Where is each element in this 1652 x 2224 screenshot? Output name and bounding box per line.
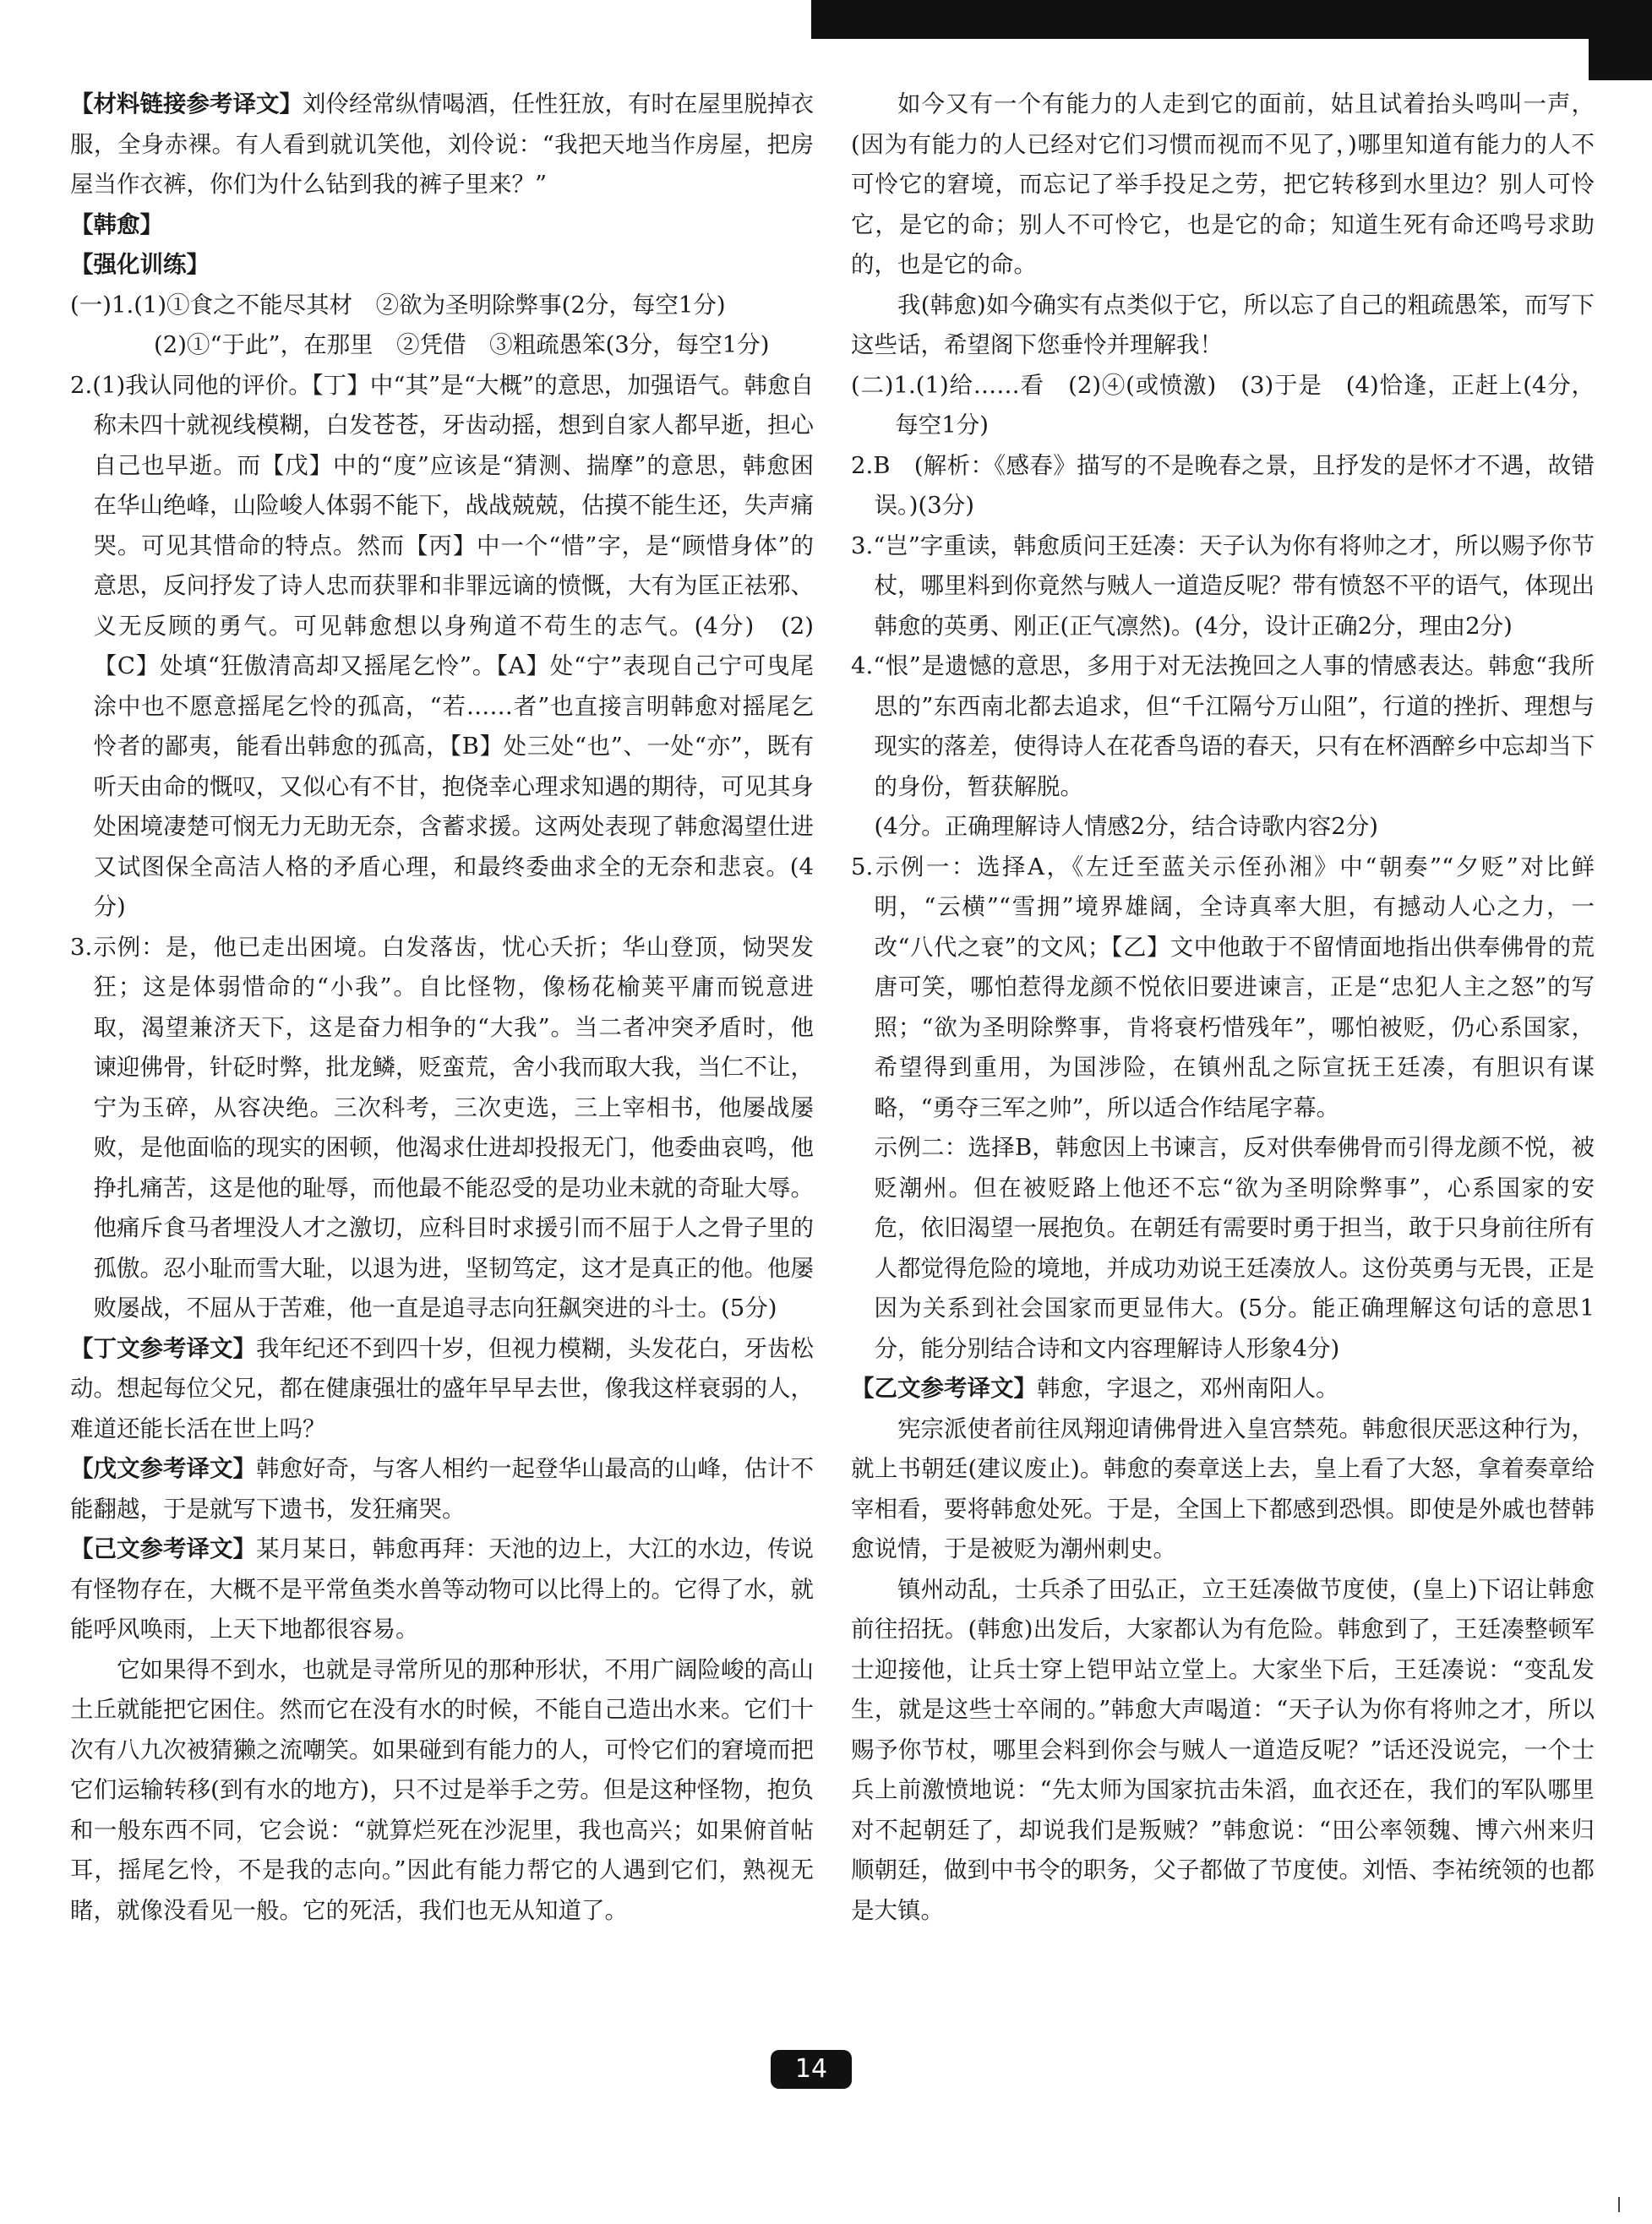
yi-translation: 【乙文参考译文】韩愈，字退之，邓州南阳人。 bbox=[851, 1375, 1339, 1402]
scan-mark bbox=[1618, 2197, 1620, 2212]
answer-1-2: (2)①“于此”，在那里 ②凭借 ③粗疏愚笨(3分，每空1分) bbox=[154, 331, 770, 358]
wu-translation: 【戊文参考译文】韩愈好奇，与客人相约一起登华山最高的山峰，估计不能翻越，于是就写下遗书，发狂痛哭。 bbox=[70, 1455, 814, 1523]
answer-two-4: 4.“恨”是遗憾的意思，多用于对无法挽回之人事的情感表达。韩愈“我所思的”东西南北都去追求，但“千江隔兮万山阻”，行道的挫折、理想与现实的落差，使得诗人在花香鸟语的春天，只有在杯酒醉乡中忘却当下的身份，暂获解脱。 bbox=[851, 652, 1595, 800]
ji-translation: 【己文参考译文】某月某日，韩愈再拜：天池的边上，大江的水边，传说有怪物存在，大概不是平常鱼类水兽等动物可以比得上的。它得了水，就能呼风唤雨，上天下地都很容易。 bbox=[70, 1535, 814, 1643]
right-column bbox=[851, 84, 1595, 1931]
section-heading-hanyu: 【韩愈】 bbox=[70, 210, 163, 238]
page-number: 14 bbox=[771, 2050, 852, 2089]
scan-top-edge bbox=[811, 0, 1652, 39]
yi-translation-para-3: 镇州动乱，士兵杀了田弘正，立王廷凑做节度使，(皇上)下诏让韩愈前往招抚。(韩愈)出发后，大家都认为有危险。韩愈到了，王廷凑整顿军士迎接他，让兵士穿上铠甲站立堂上。大家坐下后，王廷凑说：“变乱发生，就是这些士卒闹的。”韩愈大声喝道：“天子认为你有将帅之才，所以赐予你节杖，哪里会料到你会与贼人一道造反呢？”话还没说完，一个士兵上前激愤地说：“先太师为国家抗击朱滔，血衣还在，我们的军队哪里对不起朝廷了，却说我们是叛贼？”韩愈说：“田公率领魏、博六州来归顺朝廷，做到中书令的职务，父子都做了节度使。刘悟、李祐统领的也都是大镇。 bbox=[851, 1575, 1595, 1924]
ding-translation: 【丁文参考译文】我年纪还不到四十岁，但视力模糊，头发花白，牙齿松动。想起每位父兄，都在健康强壮的盛年早早去世，像我这样衰弱的人，难道还能长活在世上吗？ bbox=[70, 1334, 814, 1442]
answer-two-5-example-2: 示例二：选择B，韩愈因上书谏言，反对供奉佛骨而引得龙颜不悦，被贬潮州。但在被贬路上他还不忘“欲为圣明除弊事”，心系国家的安危，依旧渴望一展抱负。在朝廷有需要时勇于担当，敢于只身前往所有人都觉得危险的境地，并成功劝说王廷凑放人。这份英勇与无畏，正是因为关系到社会国家而更显伟大。(5分。能正确理解这句话的意思1分，能分别结合诗和文内容理解诗人形象4分) bbox=[874, 1134, 1595, 1362]
ji-translation-right-1: 如今又有一个有能力的人走到它的面前，姑且试着抬头鸣叫一声，(因为有能力的人已经对它们习惯而视而不见了，)哪里知道有能力的人不可怜它的窘境，而忘记了举手投足之劳，把它转移到水里边？别人可怜它，是它的命；别人不可怜它，也是它的命；知道生死有命还鸣号求助的，也是它的命。 bbox=[851, 90, 1595, 278]
answer-3: 3.示例：是，他已走出困境。白发落齿，忧心夭折；华山登顶，恸哭发狂；这是体弱惜命的“小我”。自比怪物，像杨花榆荚平庸而锐意进取，渴望兼济天下，这是奋力相争的“大我”。当二者冲突矛盾时，他谏迎佛骨，针砭时弊，批龙鳞，贬蛮荒，舍小我而取大我，当仁不让，宁为玉碎，从容决绝。三次科考，三次吏选，三上宰相书，他屡战屡败，是他面临的现实的困顿，他渴求仕进却投报无门，他委曲哀鸣，他挣扎痛苦，这是他的耻辱，而他最不能忍受的是功业未就的奇耻大辱。他痛斥食马者埋没人才之激切，应科目时求援引而不屈于人之骨子里的孤傲。忍小耻而雪大耻，以退为进，坚韧笃定，这才是真正的他。他屡败屡战，不屈从于苦难，他一直是追寻志向狂飙突进的斗士。(5分) bbox=[70, 933, 814, 1322]
answer-two-3: 3.“岂”字重读，韩愈质问王廷凑：天子认为你有将帅之才，所以赐予你节杖，哪里料到你竟然与贼人一道造反呢？带有愤怒不平的语气，体现出韩愈的英勇、刚正(正气凛然)。(4分，设计正确2分，理由2分) bbox=[851, 531, 1595, 640]
ji-translation-right-2: 我(韩愈)如今确实有点类似于它，所以忘了自己的粗疏愚笨，而写下这些话，希望阁下您垂怜并理解我！ bbox=[851, 291, 1595, 358]
ji-translation-cont: 它如果得不到水，也就是寻常所见的那种形状，不用广阔险峻的高山土丘就能把它困住。然而它在没有水的时候，不能自己造出水来。它们十次有八九次被猜獭之流嘲笑。如果碰到有能力的人，可怜它们的窘境而把它们运输转移(到有水的地方)，只不过是举手之劳。但是这种怪物，抱负和一般东西不同，它会说：“就算烂死在沙泥里，我也高兴；如果俯首帖耳，摇尾乞怜，不是我的志向。”因此有能力帮它的人遇到它们，熟视无睹，就像没看见一般。它的死活，我们也无从知道了。 bbox=[70, 1655, 814, 1924]
answer-two-1: (二)1.(1)给……看 (2)④(或愤激) (3)于是 (4)恰逢，正赶上(4分，每空1分) bbox=[851, 371, 1595, 439]
answer-2: 2.(1)我认同他的评价。【丁】中“其”是“大概”的意思，加强语气。韩愈自称未四十就视线模糊，白发苍苍，牙齿动摇，想到自家人都早逝，担心自己也早逝。而【戊】中的“度”应该是“猜测、揣摩”的意思，韩愈困在华山绝峰，山险峻人体弱不能下，战战兢兢，估摸不能生还，失声痛哭。可见其惜命的特点。然而【丙】中一个“惜”字，是“顾惜身体”的意思，反问抒发了诗人忠而获罪和非罪远谪的愤慨，大有为匡正祛邪、义无反顾的勇气。可见韩愈想以身殉道不苟生的志气。(4分) (2)【C】处填“狂傲清高却又摇尾乞怜”。【A】处“宁”表现自己宁可曳尾涂中也不愿意摇尾乞怜的孤高，“若……者”也直接言明韩愈对摇尾乞怜者的鄙夷，能看出韩愈的孤高，【B】处三处“也”、一处“亦”，既有听天由命的慨叹，又似心有不甘，抱侥幸心理求知遇的期待，可见其身处困境凄楚可悯无力无助无奈，含蓄求援。这两处表现了韩愈渴望仕进又试图保全高洁人格的矛盾心理，和最终委曲求全的无奈和悲哀。(4分) bbox=[70, 371, 814, 920]
scan-corner-edge bbox=[1589, 0, 1652, 80]
left-column bbox=[70, 84, 814, 1931]
material-translation: 【材料链接参考译文】刘伶经常纵情喝酒，任性狂放，有时在屋里脱掉衣服，全身赤裸。有人看到就讥笑他，刘伶说：“我把天地当作房屋，把房屋当作衣裤，你们为什么钻到我的裤子里来？” bbox=[70, 90, 814, 198]
yi-translation-para-2: 宪宗派使者前往凤翔迎请佛骨进入皇宫禁苑。韩愈很厌恶这种行为，就上书朝廷(建议废止)。韩愈的奏章送上去，皇上看了大怒，拿着奏章给宰相看，要将韩愈处死。于是，全国上下都感到恐惧。即使是外戚也替韩愈说情，于是被贬为潮州刺史。 bbox=[851, 1415, 1595, 1562]
answer-two-4-score: (4分。正确理解诗人情感2分，结合诗歌内容2分) bbox=[874, 813, 1378, 840]
answer-1-1: (一)1.(1)①食之不能尽其材 ②欲为圣明除弊事(2分，每空1分) bbox=[70, 291, 726, 319]
section-heading-training: 【强化训练】 bbox=[70, 251, 210, 278]
answer-two-2: 2.B (解析：《感春》描写的不是晚春之景，且抒发的是怀才不遇，故错误。)(3分) bbox=[851, 451, 1595, 519]
answer-two-5-example-1: 5.示例一：选择A，《左迁至蓝关示侄孙湘》中“朝奏”“夕贬”对比鲜明，“云横”“雪拥”境界雄阔，全诗真率大胆，有撼动人心之力，一改“八代之衰”的文风；【乙】文中他敢于不留情面地指出供奉佛骨的荒唐可笑，哪怕惹得龙颜不悦依旧要进谏言，正是“忠犯人主之怒”的写照；“欲为圣明除弊事，肯将衰朽惜残年”，哪怕被贬，仍心系国家，希望得到重用，为国涉险，在镇州乱之际宣抚王廷凑，有胆识有谋略，“勇夺三军之帅”，所以适合作结尾字幕。 bbox=[851, 853, 1595, 1121]
